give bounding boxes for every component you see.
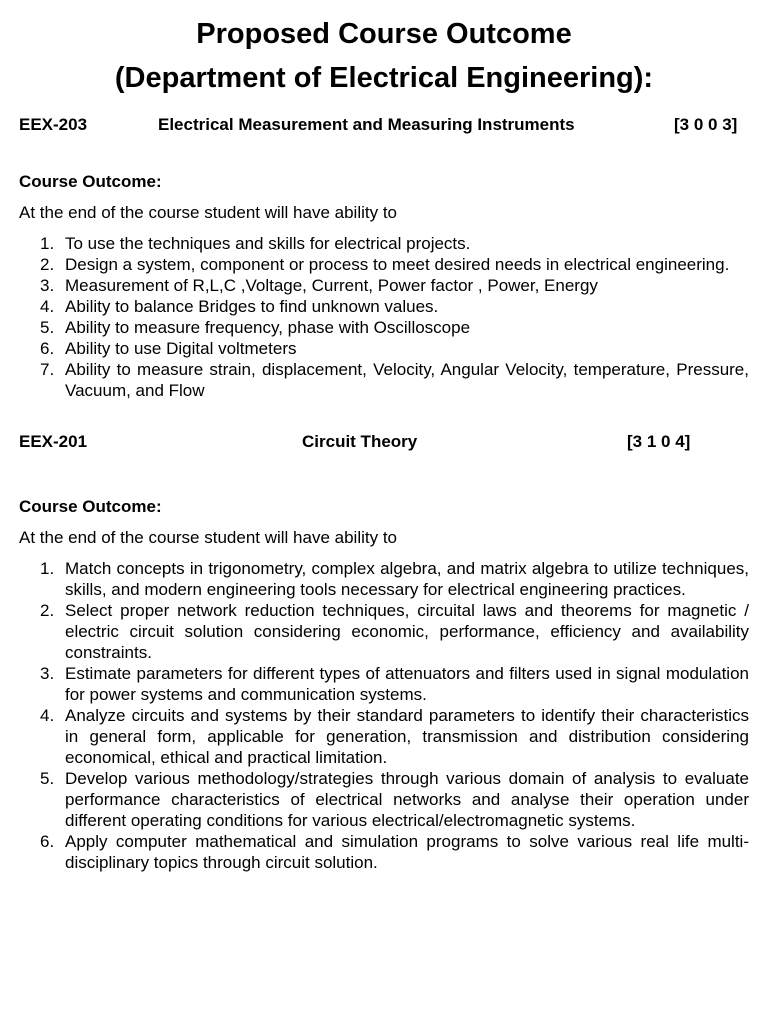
list-item xyxy=(19,705,749,768)
list-item-text: Analyze circuits and systems by their standard parameters to identify their characteristics in general form, applicable for generation, transmission and distribution considering economical, ethical and practical limitation. xyxy=(65,706,749,767)
list-item-number: 7. xyxy=(40,360,55,379)
list-item xyxy=(19,338,749,359)
course-name: Electrical Measurement and Measuring Instruments xyxy=(158,115,575,134)
list-item-text: Ability to balance Bridges to find unknown values. xyxy=(65,297,439,316)
list-item xyxy=(19,296,749,317)
list-item-number: 1. xyxy=(40,559,55,578)
list-item-number: 6. xyxy=(40,339,55,358)
list-item-number: 6. xyxy=(40,832,55,851)
course-header-eex-201 xyxy=(19,431,749,453)
course-outcome-intro: At the end of the course student will have ability to xyxy=(19,528,398,547)
list-item-text: Measurement of R,L,C ,Voltage, Current, Power factor , Power, Energy xyxy=(65,276,598,295)
list-item xyxy=(19,317,749,338)
document-title-line-2: (Department of Electrical Engineering): xyxy=(114,62,654,94)
list-item-number: 3. xyxy=(40,664,55,683)
list-item xyxy=(19,600,749,663)
list-item xyxy=(19,254,749,275)
list-item xyxy=(19,359,749,401)
list-item-text: Match concepts in trigonometry, complex algebra, and matrix algebra to utilize techniques, skills, and modern engineering tools necessary for electrical engineering practices. xyxy=(65,559,749,599)
course-outcome-label: Course Outcome: xyxy=(19,497,162,516)
list-item-number: 3. xyxy=(40,276,55,295)
course-outcome-label: Course Outcome: xyxy=(19,172,162,191)
course-name: Circuit Theory xyxy=(302,432,418,451)
list-item-number: 2. xyxy=(40,601,55,620)
list-item-number: 5. xyxy=(40,769,55,788)
list-item xyxy=(19,663,749,705)
list-item-text: Estimate parameters for different types of attenuators and filters used in signal modulation for power systems and communication systems. xyxy=(65,664,749,704)
list-item-text: Ability to measure frequency, phase with Oscilloscope xyxy=(65,318,471,337)
list-item xyxy=(19,233,749,254)
course-outcome-intro: At the end of the course student will have ability to xyxy=(19,203,398,222)
list-item-number: 4. xyxy=(40,706,55,725)
list-item-text: Ability to measure strain, displacement, Velocity, Angular Velocity, temperature, Pressure, Vacuum, and Flow xyxy=(65,360,749,400)
list-item xyxy=(19,558,749,600)
list-item xyxy=(19,831,749,873)
course-code: EEX-203 xyxy=(19,115,88,134)
list-item-number: 5. xyxy=(40,318,55,337)
list-item-text: To use the techniques and skills for electrical projects. xyxy=(65,234,471,253)
course-outcome-list xyxy=(19,233,749,401)
list-item-number: 4. xyxy=(40,297,55,316)
list-item-number: 2. xyxy=(40,255,55,274)
course-header-eex-203 xyxy=(19,114,749,136)
list-item-text: Select proper network reduction techniques, circuital laws and theorems for magnetic / electric circuit solution considering economic, performance, efficiency and availability constraints. xyxy=(65,601,749,662)
course-code: EEX-201 xyxy=(19,432,88,451)
list-item-text: Design a system, component or process to meet desired needs in electrical engineering. xyxy=(65,255,730,274)
course-credits: [3 0 0 3] xyxy=(674,115,738,134)
course-outcome-list xyxy=(19,558,749,873)
list-item-text: Apply computer mathematical and simulation programs to solve various real life multi-disciplinary topics through circuit solution. xyxy=(65,832,749,872)
list-item-text: Ability to use Digital voltmeters xyxy=(65,339,297,358)
list-item-number: 1. xyxy=(40,234,55,253)
course-credits: [3 1 0 4] xyxy=(627,432,691,451)
list-item-text: Develop various methodology/strategies through various domain of analysis to evaluate performance characteristics of electrical networks and analyse their operation under different operating conditions for various electrical/electromagnetic systems. xyxy=(65,769,749,830)
list-item xyxy=(19,768,749,831)
document-title-line-1: Proposed Course Outcome xyxy=(196,18,572,50)
list-item xyxy=(19,275,749,296)
